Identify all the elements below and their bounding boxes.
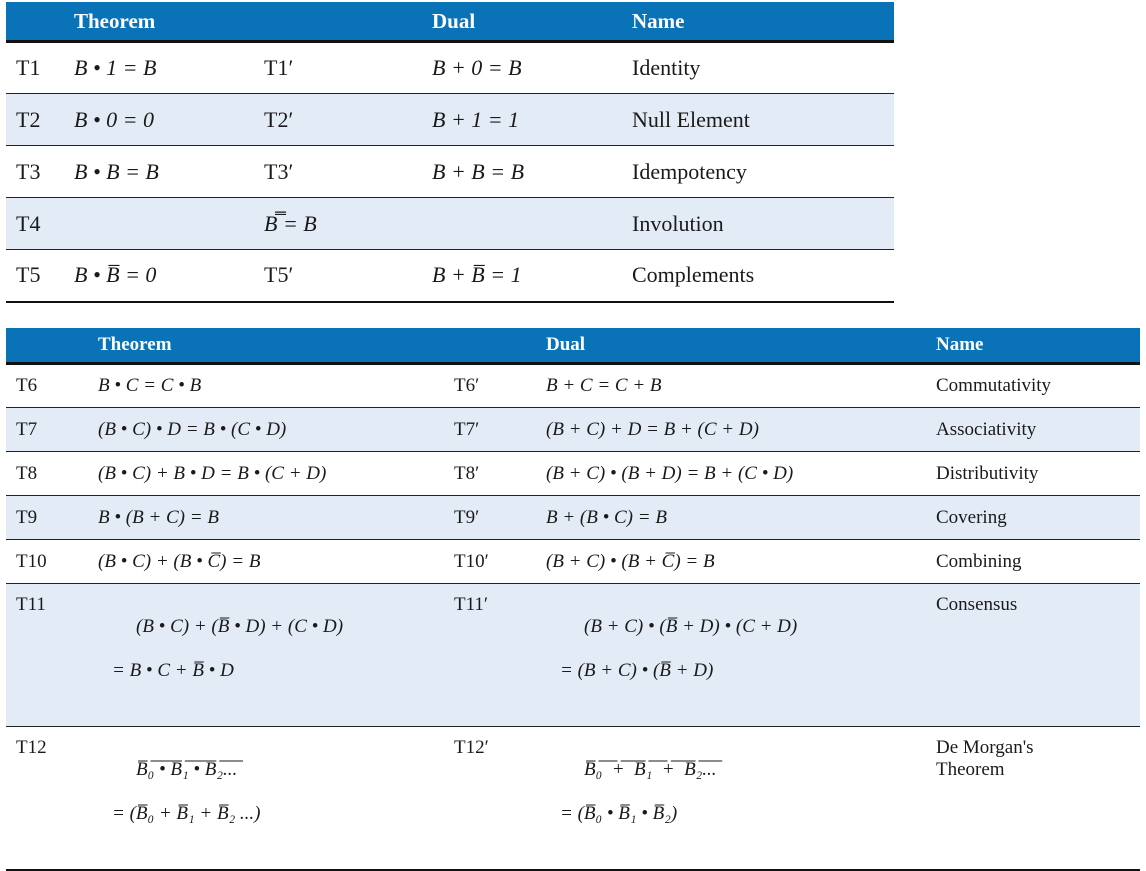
name-line-1: De Morgan's <box>936 737 1034 758</box>
theorem-expression <box>98 727 454 871</box>
dual-expression: B + 1 = 1 <box>432 94 632 146</box>
boolean-theorems-table-2 <box>6 328 1140 871</box>
theorem-line-1: B̅₀̅ ̅•̅ ̅B̅₁̅ ̅•̅ ̅B̅₂̅.̅.̅.̅ <box>136 759 238 780</box>
dual-expression: B + B = B <box>432 146 632 198</box>
name-line-2: Theorem <box>936 759 1005 780</box>
theorem-id: T10 <box>6 540 98 584</box>
theorem-expression <box>98 584 454 727</box>
theorem-name: Idempotency <box>632 146 894 198</box>
dual-id: T5′ <box>264 250 432 302</box>
theorem-name: Involution <box>632 198 894 250</box>
table1-header-dual: Dual <box>432 2 632 42</box>
theorem-expression: B • B = B <box>74 146 264 198</box>
dual-id: T8′ <box>454 452 546 496</box>
dual-line-1: (B + C) • (B̅ + D) • (C + D) <box>584 616 798 637</box>
theorem-name: Consensus <box>936 584 1140 727</box>
theorem-name: Null Element <box>632 94 894 146</box>
dual-id: T12′ <box>454 727 546 871</box>
dual-id: T2′ <box>264 94 432 146</box>
theorem-expression: B • 0 = 0 <box>74 94 264 146</box>
table-row <box>6 540 1140 584</box>
table2-header-row <box>6 328 1140 364</box>
table2-header-dual: Dual <box>546 328 936 364</box>
boolean-theorems-table-1 <box>6 2 894 303</box>
theorem-expression: (B • C) + B • D = B • (C + D) <box>98 452 454 496</box>
theorem-expression: (B • C) • D = B • (C • D) <box>98 408 454 452</box>
dual-expression: B + C = C + B <box>546 364 936 408</box>
dual-id: T3′ <box>264 146 432 198</box>
theorem-id: T5 <box>6 250 74 302</box>
table-row <box>6 584 1140 727</box>
table-row <box>6 198 894 250</box>
theorem-id: T4 <box>6 198 74 250</box>
dual-id: T9′ <box>454 496 546 540</box>
theorem-id: T11 <box>6 584 98 727</box>
dual-id: T11′ <box>454 584 546 727</box>
theorem-name: Combining <box>936 540 1140 584</box>
dual-line-2: = (B̅₀ • B̅₁ • B̅₂) <box>560 803 678 824</box>
theorem-line-1: (B • C) + (B̅ • D) + (C • D) <box>136 616 344 637</box>
theorem-name: Distributivity <box>936 452 1140 496</box>
theorem-id: T12 <box>6 727 98 871</box>
theorem-name: Identity <box>632 42 894 94</box>
table-row <box>6 496 1140 540</box>
table-row <box>6 94 894 146</box>
table-row <box>6 727 1140 871</box>
theorem-name: Covering <box>936 496 1140 540</box>
table1-header-name: Name <box>632 2 894 42</box>
dual-line-1: B̅₀̅ ̅ ̅+̅ ̅ ̅B̅₁̅ ̅ ̅+̅ ̅ ̅B̅₂̅.̅.̅.̅ <box>584 759 717 780</box>
dual-expression: B + B̅ = 1 <box>432 250 632 302</box>
dual-expression: (B + C) • (B + D) = B + (C • D) <box>546 452 936 496</box>
theorem-expression: B • B̅ = 0 <box>74 250 264 302</box>
table-row <box>6 364 1140 408</box>
table-row <box>6 146 894 198</box>
theorem-expression: B • C = C • B <box>98 364 454 408</box>
dual-id: T1′ <box>264 42 432 94</box>
theorem-id: T6 <box>6 364 98 408</box>
dual-line-2: = (B + C) • (B̅ + D) <box>560 660 714 681</box>
theorem-name <box>936 727 1140 871</box>
table1-header-theorem: Theorem <box>74 2 264 42</box>
theorem-name: Associativity <box>936 408 1140 452</box>
theorem-id: T2 <box>6 94 74 146</box>
theorem-id: T9 <box>6 496 98 540</box>
dual-id: T6′ <box>454 364 546 408</box>
theorem-name: Complements <box>632 250 894 302</box>
dual-expression: (B + C) • (B + C̅) = B <box>546 540 936 584</box>
table-row <box>6 42 894 94</box>
dual-expression <box>546 584 936 727</box>
table-row <box>6 408 1140 452</box>
dual-expression: B + (B • C) = B <box>546 496 936 540</box>
table1-header-row <box>6 2 894 42</box>
theorem-id: T7 <box>6 408 98 452</box>
theorem-expression: B • (B + C) = B <box>98 496 454 540</box>
table2-header-theorem: Theorem <box>98 328 454 364</box>
dual-id: T10′ <box>454 540 546 584</box>
dual-id: B̿ = B <box>264 198 432 250</box>
table2-header-name: Name <box>936 328 1140 364</box>
theorem-expression: B • 1 = B <box>74 42 264 94</box>
theorem-expression: (B • C) + (B • C̅) = B <box>98 540 454 584</box>
theorem-id: T8 <box>6 452 98 496</box>
theorem-line-2: = (B̅₀ + B̅₁ + B̅₂ ...) <box>112 803 261 824</box>
dual-expression: (B + C) + D = B + (C + D) <box>546 408 936 452</box>
theorem-id: T1 <box>6 42 74 94</box>
dual-expression <box>546 727 936 871</box>
dual-expression <box>432 198 632 250</box>
table-row <box>6 452 1140 496</box>
theorem-name: Commutativity <box>936 364 1140 408</box>
dual-expression: B + 0 = B <box>432 42 632 94</box>
table-row <box>6 250 894 302</box>
theorem-expression <box>74 198 264 250</box>
theorem-id: T3 <box>6 146 74 198</box>
dual-id: T7′ <box>454 408 546 452</box>
theorem-line-2: = B • C + B̅ • D <box>112 660 234 681</box>
